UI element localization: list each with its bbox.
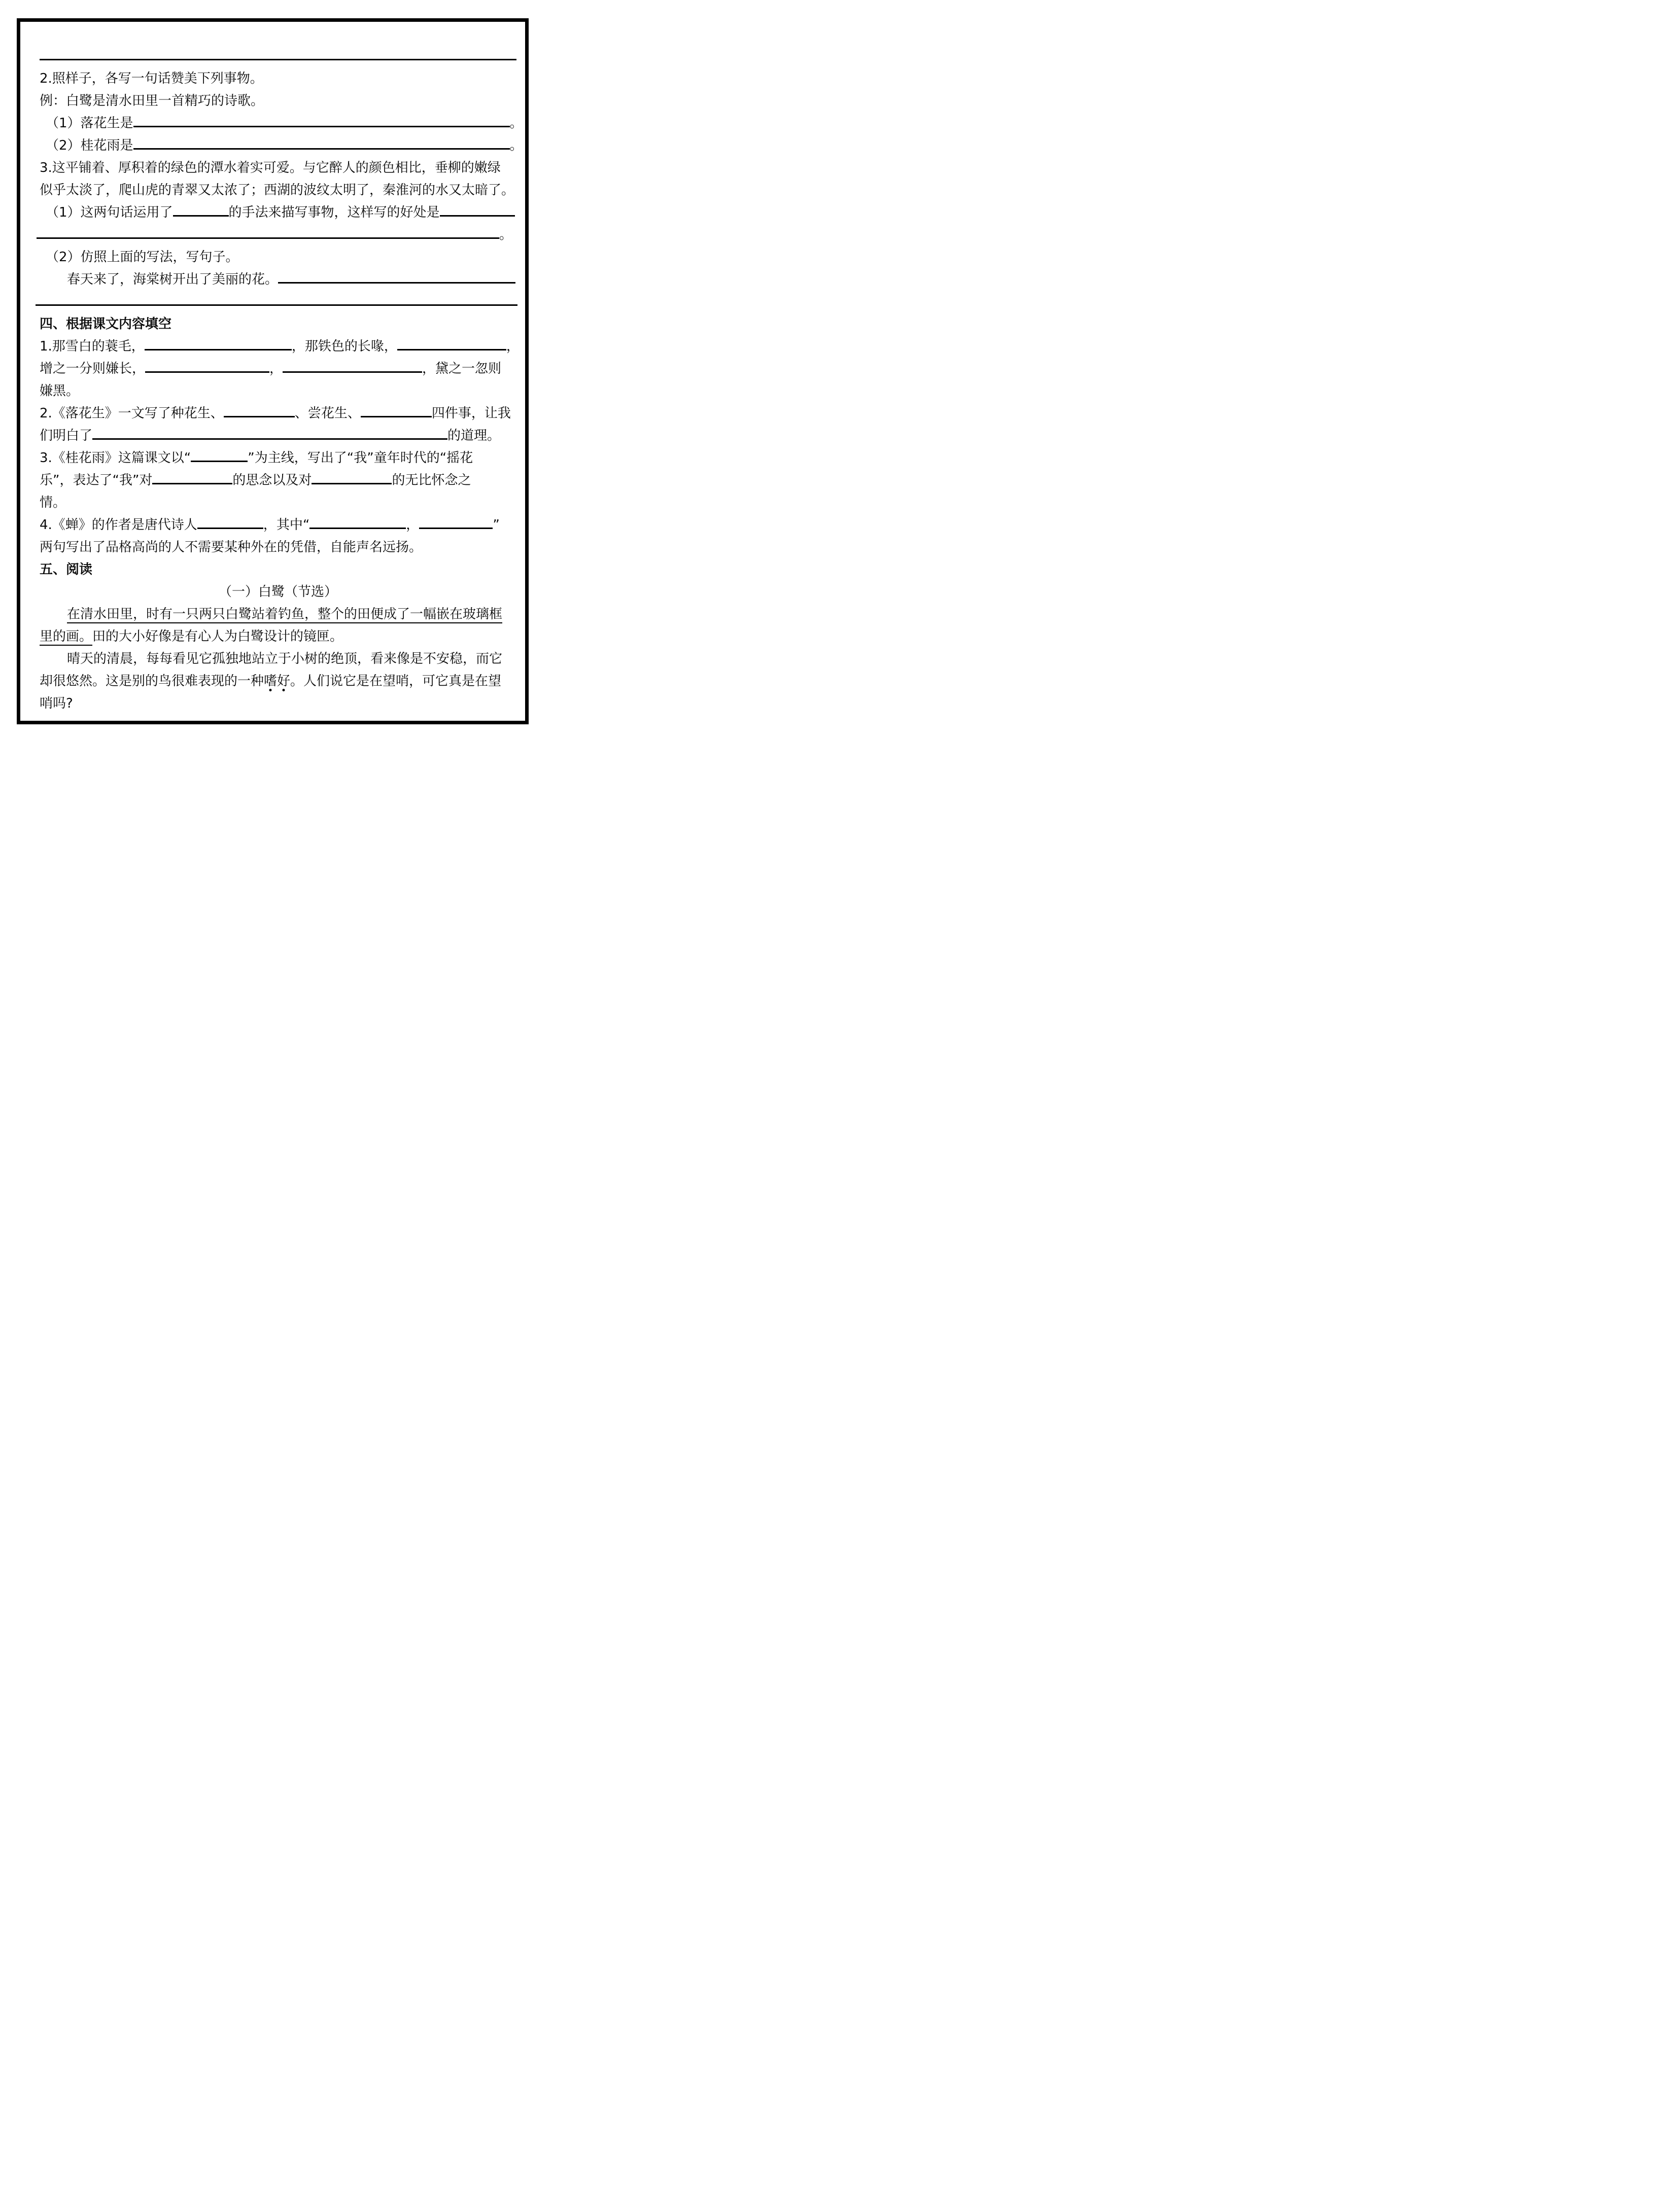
text-segment: 却很悠然。这是别的鸟很难表现的一种 bbox=[40, 674, 264, 689]
text-segment: 四、根据课文内容填空 bbox=[40, 317, 172, 332]
q2-example bbox=[40, 90, 516, 112]
text-segment: 的思念以及对 bbox=[232, 473, 312, 488]
q4-3-line-3 bbox=[40, 491, 516, 514]
answer-blank bbox=[92, 437, 447, 440]
text-segment: 、尝花生、 bbox=[294, 406, 361, 421]
text-segment: 2.照样子，各写一句话赞美下列事物。 bbox=[40, 71, 263, 86]
q3-sub-2 bbox=[46, 246, 516, 268]
q4-4-line-2 bbox=[40, 536, 516, 558]
answer-rule-top bbox=[40, 45, 516, 67]
answer-blank bbox=[419, 526, 493, 529]
worksheet-content bbox=[20, 22, 525, 715]
answer-blank bbox=[37, 236, 499, 239]
q4-3-line-2 bbox=[40, 469, 516, 491]
worksheet-page bbox=[0, 0, 553, 738]
text-segment: 。 bbox=[499, 227, 513, 242]
reading-1-para-2-line-1 bbox=[67, 648, 516, 670]
text-segment: （1）落花生是 bbox=[46, 116, 133, 131]
text-segment: 的手法来描写事物，这样写的好处是 bbox=[228, 205, 440, 220]
text-segment: 晴天的清晨，每每看见它孤独地站立于小树的绝顶，看来像是不安稳，而它 bbox=[67, 651, 503, 666]
reading-1-para-1-line-2 bbox=[40, 625, 516, 648]
text-segment: （1）这两句话运用了 bbox=[46, 205, 173, 220]
text-segment: 乐”，表达了“我”对 bbox=[40, 473, 153, 488]
answer-blank bbox=[145, 347, 292, 350]
q3-sub-2-answer-rule bbox=[36, 291, 516, 313]
q4-1-line-1 bbox=[40, 335, 520, 358]
text-segment: 的无比怀念之 bbox=[392, 473, 471, 488]
text-segment: 嫌黑。 bbox=[40, 383, 80, 399]
answer-blank bbox=[283, 370, 422, 373]
answer-blank bbox=[145, 370, 269, 373]
emphasized-char: 好 bbox=[277, 670, 290, 692]
text-segment: 。 bbox=[509, 138, 523, 153]
text-segment: 里的画。 bbox=[40, 629, 92, 646]
q3-stem-line-2 bbox=[40, 179, 516, 201]
answer-blank bbox=[312, 481, 392, 484]
text-segment: 在清水田里，时有一只两只白鹭站着钓鱼，整个的田便成了一幅嵌在玻璃框 bbox=[67, 607, 502, 623]
emphasized-text bbox=[264, 674, 290, 689]
answer-blank bbox=[133, 124, 510, 127]
answer-blank bbox=[224, 414, 295, 417]
answer-blank bbox=[309, 526, 406, 529]
answer-blank bbox=[440, 214, 515, 217]
answer-blank bbox=[152, 481, 232, 484]
text-segment: ，那铁色的长喙， bbox=[291, 339, 397, 354]
q4-4-line-1 bbox=[40, 514, 516, 536]
text-segment: 似乎太淡了，爬山虎的青翠又太浓了；西湖的波纹太明了，秦淮河的水又太暗了。 bbox=[40, 183, 515, 198]
q4-2-line-2 bbox=[40, 425, 516, 447]
reading-1-para-1-line-1 bbox=[67, 603, 516, 625]
q2-prompt bbox=[40, 67, 516, 90]
q3-stem-line-1 bbox=[40, 157, 516, 179]
section-heading-5 bbox=[40, 558, 516, 581]
answer-blank bbox=[173, 214, 229, 217]
text-segment: （2）桂花雨是 bbox=[46, 138, 133, 153]
text-segment: ， bbox=[506, 339, 520, 354]
reading-1-para-2-line-3 bbox=[40, 692, 516, 715]
q2-item-2 bbox=[46, 134, 523, 157]
text-segment: 3.这平铺着、厚积着的绿色的潭水着实可爱。与它醉人的颜色相比，垂柳的嫩绿 bbox=[40, 160, 501, 175]
q4-2-line-1 bbox=[40, 402, 516, 425]
answer-blank bbox=[397, 347, 506, 350]
q4-3-line-1 bbox=[40, 447, 516, 469]
text-segment: 1.那雪白的蓑毛， bbox=[40, 339, 145, 354]
text-segment: 4.《蝉》的作者是唐代诗人 bbox=[40, 517, 197, 533]
text-segment: ， bbox=[269, 361, 283, 376]
answer-blank bbox=[278, 280, 515, 284]
text-segment: 。 bbox=[509, 116, 523, 131]
text-segment: ” bbox=[493, 517, 500, 533]
q3-sub-1-answer-rule bbox=[37, 224, 516, 246]
q4-1-line-3 bbox=[40, 380, 516, 402]
reading-1-para-2-line-2 bbox=[40, 670, 516, 692]
text-segment: ，其中“ bbox=[263, 517, 310, 533]
text-segment: ，黛之一忽则 bbox=[422, 361, 502, 376]
text-segment: 2.《落花生》一文写了种花生、 bbox=[40, 406, 224, 421]
q4-1-line-2 bbox=[40, 358, 516, 380]
text-segment: 四件事，让我 bbox=[431, 406, 511, 421]
page-border-frame bbox=[17, 18, 529, 724]
text-segment: ， bbox=[406, 517, 420, 533]
answer-blank bbox=[36, 303, 517, 306]
emphasized-char: 嗜 bbox=[264, 670, 277, 692]
text-segment: 两句写出了品格高尚的人不需要某种外在的凭借，自能声名远扬。 bbox=[40, 540, 423, 555]
text-segment: 3.《桂花雨》这篇课文以“ bbox=[40, 450, 191, 466]
text-segment: 五、阅读 bbox=[40, 562, 93, 577]
answer-blank bbox=[197, 526, 263, 529]
text-segment: 增之一分则嫌长， bbox=[40, 361, 146, 376]
q3-sub-1 bbox=[46, 201, 516, 224]
text-segment: （2）仿照上面的写法，写句子。 bbox=[46, 250, 239, 265]
q3-sub-2-stem bbox=[67, 268, 516, 291]
answer-blank bbox=[361, 414, 432, 417]
q2-item-1 bbox=[46, 112, 523, 134]
text-segment: （一）白鹭（节选） bbox=[218, 584, 337, 600]
section-heading-4 bbox=[40, 313, 516, 335]
text-segment: 情。 bbox=[40, 495, 66, 510]
text-segment: 春天来了，海棠树开出了美丽的花。 bbox=[67, 272, 279, 287]
text-segment: 的道理。 bbox=[447, 428, 501, 443]
answer-blank bbox=[40, 57, 516, 60]
answer-blank bbox=[191, 459, 248, 462]
answer-blank bbox=[133, 147, 510, 150]
text-segment: 们明白了 bbox=[40, 428, 93, 443]
text-segment: 哨吗? bbox=[40, 696, 73, 711]
text-segment: 田的大小好像是有心人为白鹭设计的镜匣。 bbox=[92, 629, 343, 644]
reading-1-title bbox=[40, 581, 516, 603]
text-segment: ”为主线，写出了“我”童年时代的“摇花 bbox=[248, 450, 473, 466]
text-segment: 。人们说它是在望哨，可它真是在望 bbox=[290, 674, 502, 689]
text-segment: 例：白鹭是清水田里一首精巧的诗歌。 bbox=[40, 93, 264, 109]
